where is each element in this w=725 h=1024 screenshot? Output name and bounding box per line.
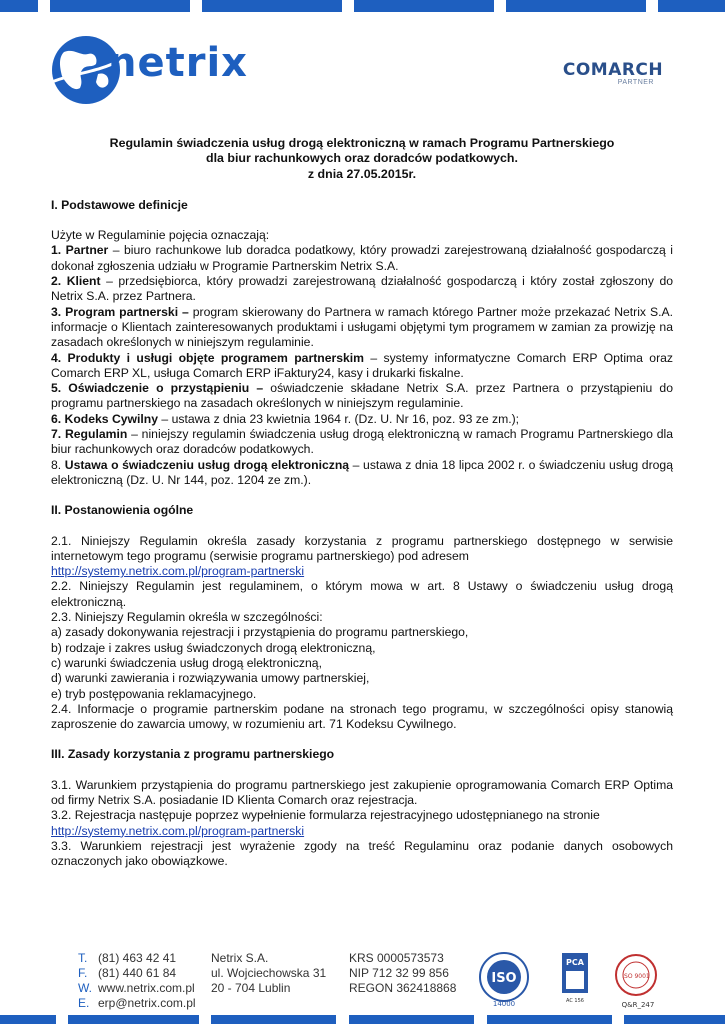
definition-2: 2. Klient – przedsiębiorca, który prowadzi zarejestrowaną działalność gospodarczą i który został zgłoszony do Netrix S.A. przez Partnera. xyxy=(51,274,673,304)
section-1-heading: I. Podstawowe definicje xyxy=(51,197,188,212)
title-line-3: z dnia 27.05.2015r. xyxy=(307,166,417,181)
definition-8: 8. Ustawa o świadczeniu usług drogą elektroniczną – ustawa z dnia 18 lipca 2002 r. o świadczeniu usług drogą elektroniczną (Dz. U. Nr 144, poz. 1204 ze zm.). xyxy=(51,457,673,487)
comarch-sub: PARTNER xyxy=(617,79,654,86)
section-3-heading: III. Zasady korzystania z programu partnerskiego xyxy=(51,747,335,762)
list-item: c) warunki świadczenia usług drogą elektroniczną, xyxy=(51,655,322,670)
section-3-p3: 3.3. Warunkiem rejestracji jest wyrażenie zgody na treść Regulaminu oraz podanie danych osobowych oznaczonych jako obowiązkowe. xyxy=(51,838,673,869)
section-3-p1: 3.1. Warunkiem przystąpienia do programu partnerskiego jest zakupienie oprogramowania Comarch ERP Optima od firmy Netrix S.A. posiadanie ID Klienta Comarch oraz rejestracja. xyxy=(51,777,673,807)
phone-number: (81) 463 42 41 xyxy=(98,951,177,965)
svg-text:14000: 14000 xyxy=(492,1000,516,1008)
definition-6: 6. Kodeks Cywilny – ustawa z dnia 23 kwietnia 1964 r. (Dz. U. Nr 16, poz. 93 ze zm.); xyxy=(51,411,520,426)
footer-address: Netrix S.A. ul. Wojciechowska 31 20 - 704 Lublin xyxy=(211,951,327,995)
definition-4: 4. Produkty i usługi objęte programem partnerskim – systemy informatyczne Comarch ERP Optima oraz Comarch ERP XL, usługa Comarch ERP iFaktury24, kasy i drukarki fiskalne. xyxy=(51,350,674,380)
definition-1: 1. Partner – biuro rachunkowe lub doradca podatkowy, który prowadzi zarejestrowaną działalność gospodarczą i dokonał zgłoszenia udziału w Programie Partnerskim Netrix S.A. xyxy=(51,243,673,273)
footer-registry: KRS 0000573573 NIP 712 32 99 856 REGON 362418868 xyxy=(349,951,457,995)
list-item: a) zasady dokonywania rejestracji i przystąpienia do programu partnerskiego, xyxy=(51,625,469,640)
section-2-p2: 2.2. Niniejszy Regulamin jest regulaminem, o którym mowa w art. 8 Ustawy o świadczeniu usług drogą elektroniczną. xyxy=(51,579,673,609)
section-3-p2: 3.2. Rejestracja następuje poprzez wypełnienie formularza rejestracyjnego udostępnianego na stronie xyxy=(51,808,600,823)
section-2-heading: II. Postanowienia ogólne xyxy=(51,503,194,518)
definition-7: 7. Regulamin – niniejszy regulamin świadczenia usług drogą elektroniczną w ramach Programu Partnerskiego dla biur rachunkowych oraz doradców podatkowych. xyxy=(51,427,673,457)
svg-text:Q&R_247: Q&R_247 xyxy=(621,1001,655,1009)
netrix-logo-text: netrix xyxy=(108,40,248,86)
list-item: b) rodzaje i zakres usług świadczonych drogą elektroniczną, xyxy=(51,640,376,655)
program-link-2[interactable]: http://systemy.netrix.com.pl/program-partnerski xyxy=(51,823,305,838)
definition-3: 3. Program partnerski – program skierowany do Partnera w ramach którego Partner może przekazać Netrix S.A. informacje o Klientach zainteresowanych produktami i usługami objętymi tym programem w zamian za prowizję na zasadach określonych w niniejszym regulaminie. xyxy=(51,304,673,350)
definition-5: 5. Oświadczenie o przystąpieniu – oświadczenie składane Netrix S.A. przez Partnera o przystąpieniu do programu partnerskiego na zasadach określonych w niniejszym regulaminie. xyxy=(51,381,673,411)
title-line-2: dla biur rachunkowych oraz doradców podatkowych. xyxy=(206,151,518,166)
list-item: e) tryb postępowania reklamacyjnego. xyxy=(51,686,257,701)
document-body xyxy=(51,136,673,869)
website[interactable]: www.netrix.com.pl xyxy=(98,981,195,995)
email[interactable]: erp@netrix.com.pl xyxy=(98,996,196,1010)
section-2-p1: 2.1. Niniejszy Regulamin określa zasady korzystania z programu partnerskiego dostępnego w serwisie internetowym tego programu (serwisie programu partnerskiego) pod adresem xyxy=(51,533,673,563)
section-2-p4: 2.4. Informacje o programie partnerskim podane na stronach tego programu, w szczególności opisy stanowią zaproszenie do zawarcia umowy, w rozumieniu art. 71 Kodeksu Cywilnego. xyxy=(51,701,673,732)
svg-text:PCA: PCA xyxy=(566,958,584,967)
section-2-p3: 2.3. Niniejszy Regulamin określa w szczególności: xyxy=(51,610,323,625)
svg-text:ISO 9001: ISO 9001 xyxy=(622,973,650,980)
svg-text:ISO: ISO xyxy=(491,971,517,986)
iso-14000-badge xyxy=(474,951,534,1009)
svg-text:AC 156: AC 156 xyxy=(566,998,584,1004)
bottom-bar xyxy=(0,1015,725,1024)
top-bar xyxy=(0,0,725,12)
list-item: d) warunki zawierania i rozwiązywania umowy partnerskiej, xyxy=(51,671,370,686)
program-link-1[interactable]: http://systemy.netrix.com.pl/program-partnerski xyxy=(51,564,305,579)
pca-badge xyxy=(560,951,590,1009)
comarch-name: COMARCH xyxy=(562,60,664,80)
quality-cert-badge xyxy=(612,951,662,1009)
title-line-1: Regulamin świadczenia usług drogą elektroniczną w ramach Programu Partnerskiego xyxy=(109,136,615,150)
fax-number: (81) 440 61 84 xyxy=(98,966,177,980)
section-1-intro: Użyte w Regulaminie pojęcia oznaczają: xyxy=(51,228,270,243)
document-title xyxy=(51,136,673,182)
footer-contact: T. (81) 463 42 41 F. (81) 440 61 84 W. www.netrix.com.pl E. erp@netrix.com.pl xyxy=(78,951,196,1010)
comarch-partner-logo xyxy=(558,60,668,86)
